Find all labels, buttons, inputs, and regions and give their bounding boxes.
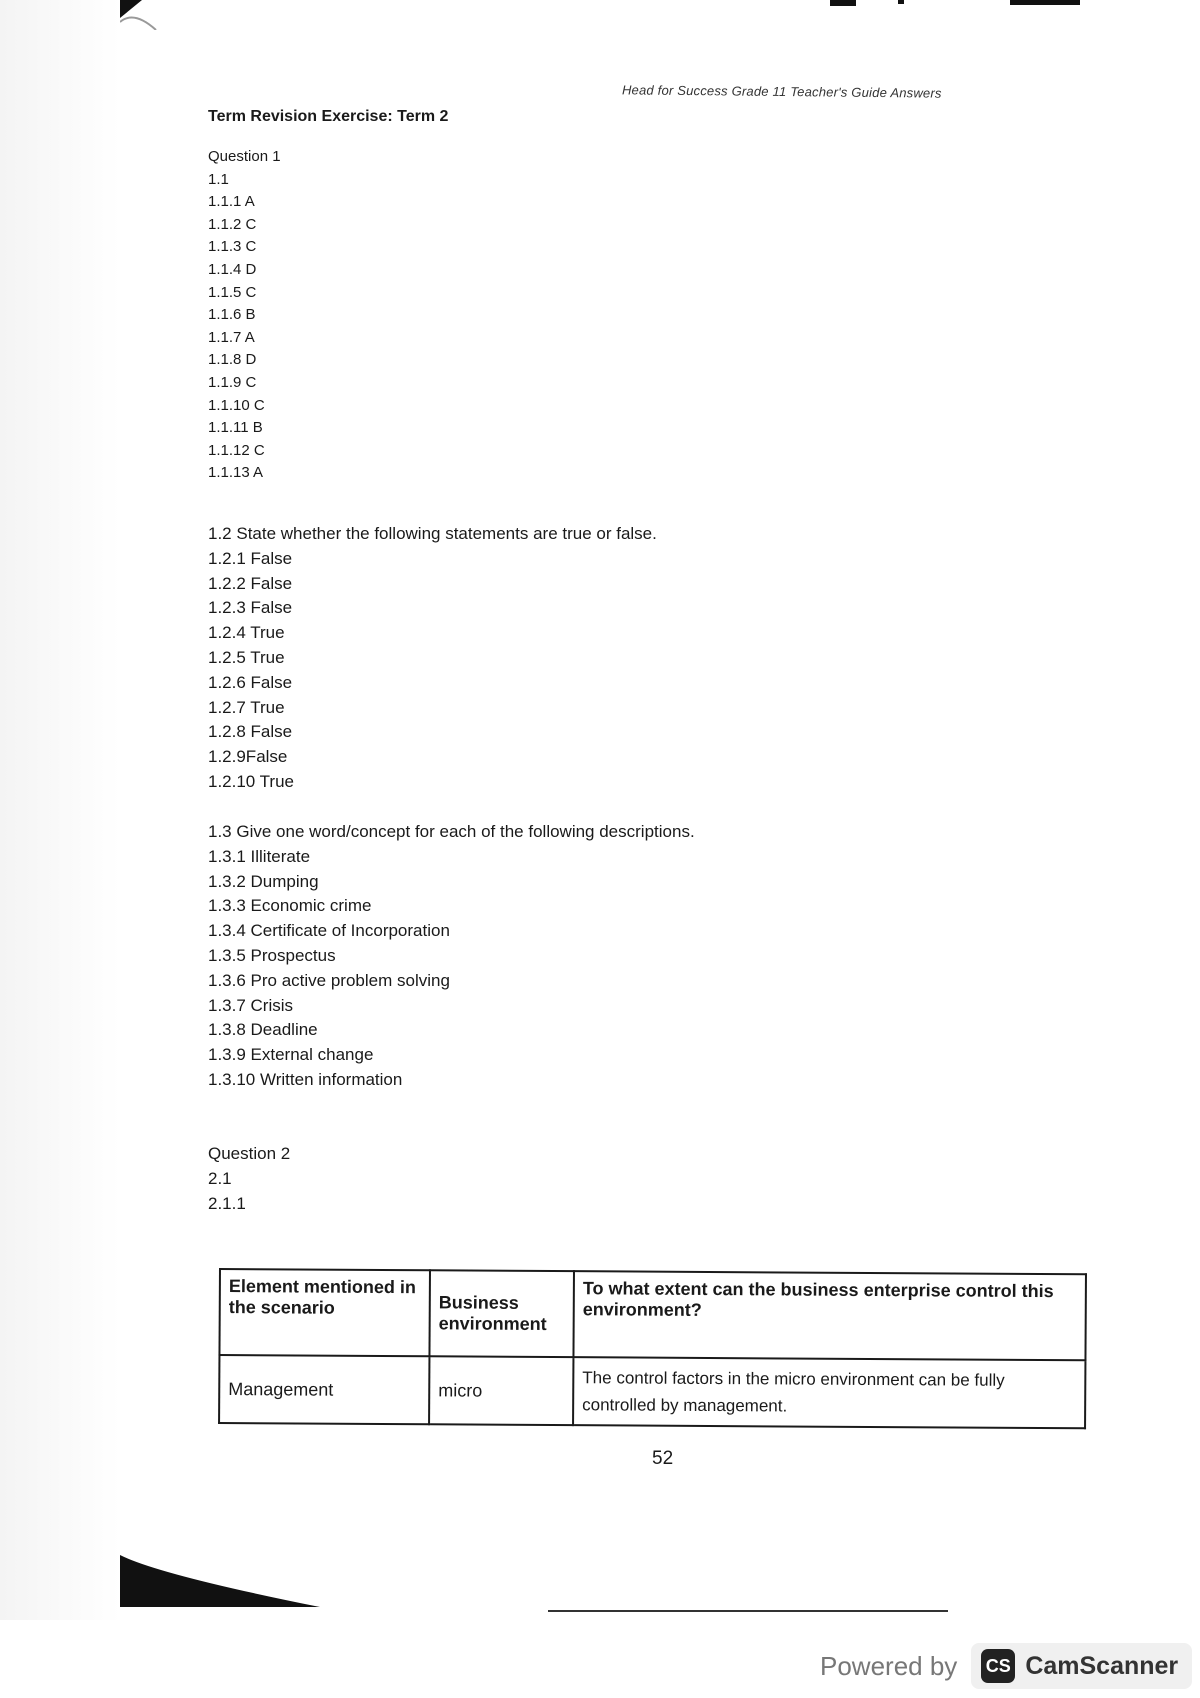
powered-by-text: Powered by	[820, 1650, 958, 1681]
question-2-1-1-label: 2.1.1	[208, 1193, 246, 1213]
list-item: 1.3.9 External change	[208, 1045, 374, 1065]
question-2-label: Question 2	[208, 1144, 291, 1163]
list-item: 1.1.12 C	[208, 441, 265, 459]
list-item: 1.2.2 False	[208, 573, 293, 593]
list-item: 1.3.7 Crisis	[208, 995, 294, 1015]
list-item: 1.3.5 Prospectus	[208, 945, 336, 965]
scan-bottom-shadow	[120, 1555, 320, 1607]
list-item: 1.3.8 Deadline	[208, 1020, 318, 1040]
list-item: 1.2.1 False	[208, 548, 293, 568]
question-1-block	[208, 146, 281, 485]
list-item: 1.1.10 C	[208, 396, 265, 414]
true-false-heading: 1.2 State whether the following statements are true or false.	[208, 524, 657, 543]
terms-heading: 1.3 Give one word/concept for each of the following descriptions.	[208, 822, 695, 841]
list-item: 1.2.5 True	[208, 647, 285, 667]
page-number: 52	[652, 1448, 674, 1469]
header-control-extent: To what extent can the business enterprise control this environment?	[573, 1271, 1086, 1360]
camscanner-badge	[971, 1643, 1192, 1689]
table-row	[219, 1355, 1085, 1428]
list-item: 1.2.3 False	[208, 598, 293, 618]
camscanner-brand: CamScanner	[1025, 1651, 1179, 1680]
table-header-row	[219, 1269, 1086, 1360]
cell-environment: micro	[429, 1356, 573, 1425]
cell-control-extent: The control factors in the micro environment can be fully controlled by management.	[573, 1357, 1085, 1428]
list-item: 1.1.8 D	[208, 351, 257, 369]
running-header: Head for Success Grade 11 Teacher's Guide Answers	[621, 82, 942, 101]
list-item: 1.2.10 True	[208, 771, 295, 791]
list-item: 1.3.4 Certificate of Incorporation	[208, 921, 450, 941]
header-element: Element mentioned in the scenario	[219, 1269, 430, 1356]
list-item: 1.2.8 False	[208, 722, 293, 742]
question-1-1-label: 1.1	[208, 170, 229, 188]
header-environment: Business environment	[429, 1270, 574, 1357]
list-item: 1.1.1 A	[208, 193, 255, 211]
scan-top-marks	[720, 0, 1080, 8]
list-item: 1.1.5 C	[208, 283, 257, 301]
question-2-block	[208, 1142, 290, 1216]
list-item: 1.1.6 B	[208, 306, 256, 324]
list-item: 1.3.6 Pro active problem solving	[208, 970, 450, 990]
scan-bottom-rule	[548, 1610, 948, 1612]
business-environment-table	[218, 1268, 1087, 1429]
mcq-answer-list	[208, 191, 281, 485]
camscanner-logo-icon: CS	[981, 1649, 1015, 1683]
list-item: 1.3.3 Economic crime	[208, 896, 372, 916]
section-title: Term Revision Exercise: Term 2	[208, 108, 449, 125]
list-item: 1.2.7 True	[208, 697, 285, 717]
list-item: 1.3.2 Dumping	[208, 871, 319, 891]
list-item: 1.1.2 C	[208, 215, 257, 233]
cell-element: Management	[219, 1355, 429, 1424]
question-1-label: Question 1	[208, 148, 281, 165]
camscanner-watermark	[820, 1640, 1192, 1692]
true-false-answer-list	[208, 547, 657, 795]
list-item: 1.1.13 A	[208, 464, 264, 482]
list-item: 1.1.4 D	[208, 260, 257, 278]
terms-answer-list	[208, 845, 695, 1093]
list-item: 1.1.11 B	[208, 419, 263, 437]
list-item: 1.1.3 C	[208, 238, 257, 256]
scan-edge-shadow	[0, 0, 120, 1620]
scan-corner-mark	[120, 0, 160, 30]
list-item: 1.3.10 Written information	[208, 1069, 403, 1089]
list-item: 1.3.1 Illiterate	[208, 846, 311, 866]
list-item: 1.2.9False	[208, 747, 288, 767]
question-2-1-label: 2.1	[208, 1168, 232, 1188]
list-item: 1.2.6 False	[208, 672, 293, 692]
true-false-block	[208, 522, 657, 795]
list-item: 1.1.7 A	[208, 328, 255, 346]
list-item: 1.2.4 True	[208, 623, 285, 643]
list-item: 1.1.9 C	[208, 373, 257, 391]
terms-block	[208, 820, 695, 1093]
